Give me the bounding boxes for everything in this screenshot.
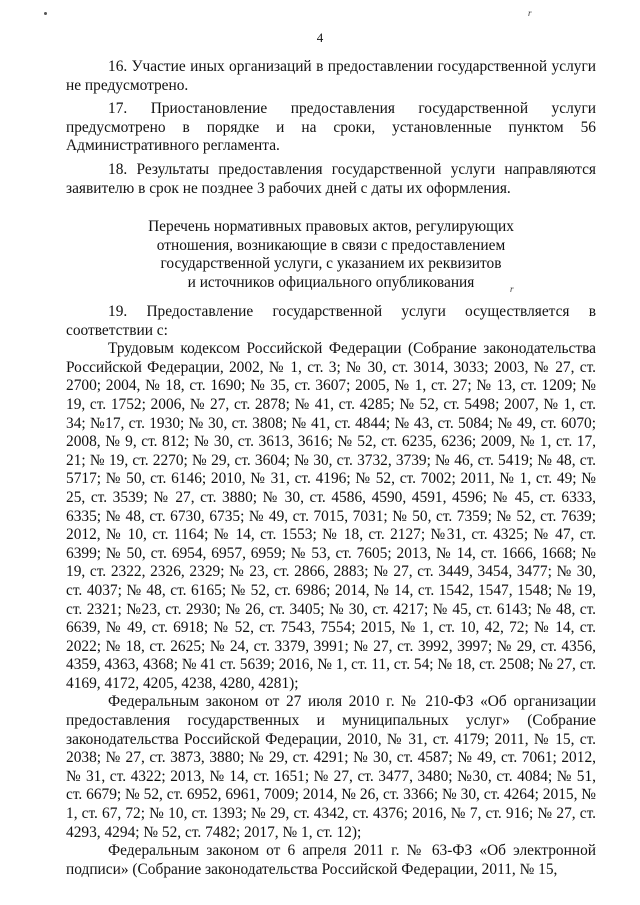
paragraph-law-210: Федеральным законом от 27 июля 2010 г. № 210-ФЗ «Об организации предоставления государственных и муниципальных услуг» (Собрание законодательства Российской Федерации, 2010, № 31, ст. 4179; 2011, № 15, ст. 2038; № 27, ст. 3873, 3880; № 29, ст. 4291; № 30, ст. 4587; № 49, ст. 7061; 2012, № 31, ст. 4322; 2013, № 14, ст. 1651; № 27, ст. 3477, 3480; №30, ст. 4084; № 51, ст. 6679; № 52, ст. 6952, 6961, 7009; 2014, № 26, ст. 3366; № 30, ст. 4264; 2015, № 1, ст. 67, 72; № 10, ст. 1393; № 29, ст. 4342, ст. 4376; 2016, № 7, ст. 916; № 27, ст. 4293, 4294; № 52, ст. 7482; 2017, № 1, ст. 12);: [66, 693, 596, 841]
paragraph-18: 18. Результаты предоставления государственной услуги направляются заявителю в срок не позднее 3 рабочих дней с даты их оформления.: [66, 160, 596, 197]
scan-dot-mark: [44, 12, 47, 15]
page-number: 4: [316, 30, 324, 45]
heading-line: Перечень нормативных правовых актов, регулирующих: [148, 218, 514, 235]
top-paragraphs: [66, 58, 596, 203]
paragraph-labor-code: Трудовым кодексом Российской Федерации (Собрание законодательства Российской Федерации, 2002, № 1, ст. 3; № 30, ст. 3014, 3033; 2003, № 27, ст. 2700; 2004, № 18, ст. 1690; № 35, ст. 3607; 2005, № 1, ст. 27; № 13, ст. 1209; № 19, ст. 1752; 2006, № 27, ст. 2878; № 41, ст. 4285; № 52, ст. 5498; 2007, № 1, ст. 34; №17, ст. 1930; № 30, ст. 3808; № 41, ст. 4844; № 43, ст. 5084; № 49, ст. 6070; 2008, № 9, ст. 812; № 30, ст. 3613, 3616; № 52, ст. 6235, 6236; 2009, № 1, ст. 17, 21; № 19, ст. 2270; № 29, ст. 3604; № 30, ст. 3732, 3739; № 46, ст. 5419; № 48, ст. 5717; № 50, ст. 6146; 2010, № 31, ст. 4196; № 52, ст. 7002; 2011, № 1, ст. 49; № 25, ст. 3539; № 27, ст. 3880; № 30, ст. 4586, 4590, 4591, 4596; № 45, ст. 6333, 6335; № 48, ст. 6730, 6735; № 49, ст. 7015, 7031; № 50, ст. 7359; № 52, ст. 7639; 2012, № 10, ст. 1164; № 14, ст. 1553; № 18, ст. 2127; №31, ст. 4325; № 47, ст. 6399; № 50, ст. 6954, 6957, 6959; № 53, ст. 7605; 2013, № 14, ст. 1666, 1668; № 19, ст. 2322, 2326, 2329; № 23, ст. 2866, 2883; № 27, ст. 3449, 3454, 3477; № 30, ст. 4037; № 48, ст. 6165; № 52, ст. 6986; 2014, № 14, ст. 1542, 1547, 1548; № 19, ст. 2321; №23, ст. 2930; № 26, ст. 3405; № 30, ст. 4217; № 45, ст. 6143; № 48, ст. 6639, № 49, ст. 6918; № 52, ст. 7543, 7554; 2015, № 1, ст. 10, 42, 72; № 14, ст. 2022; № 18, ст. 2625; № 24, ст. 3379, 3991; № 27, ст. 3992, 3997; № 29, ст. 4356, 4359, 4363, 4368; № 41 ст. 5639; 2016, № 1, ст. 11, ст. 54; № 18, ст. 2508; № 27, ст. 4169, 4172, 4205, 4238, 4280, 4281);: [66, 340, 596, 692]
heading-line: отношения, возникающие в связи с предоставлением: [156, 236, 506, 254]
main-paragraphs: [66, 303, 596, 879]
side-handwritten-mark: r: [510, 284, 514, 294]
section-heading: [66, 218, 596, 292]
paragraph-19: 19. Предоставление государственной услуги осуществляется в соответствии с:: [66, 303, 596, 339]
paragraph-law-63: Федеральным законом от 6 апреля 2011 г. № 63-ФЗ «Об электронной подписи» (Собрание законодательства Российской Федерации, 2011, № 15,: [66, 842, 596, 878]
paragraph-16: 16. Участие иных организаций в предоставлении государственной услуги не предусмотрено.: [66, 58, 596, 94]
corner-handwritten-mark: r: [528, 8, 532, 18]
heading-line: государственной услуги, с указанием их реквизитов: [160, 255, 502, 273]
paragraph-17: 17. Приостановление предоставления государственной услуги предусмотрено в порядке и на сроки, установленные пунктом 56 Административного регламента.: [66, 100, 596, 155]
heading-line: и источников официального опубликования: [187, 273, 475, 291]
